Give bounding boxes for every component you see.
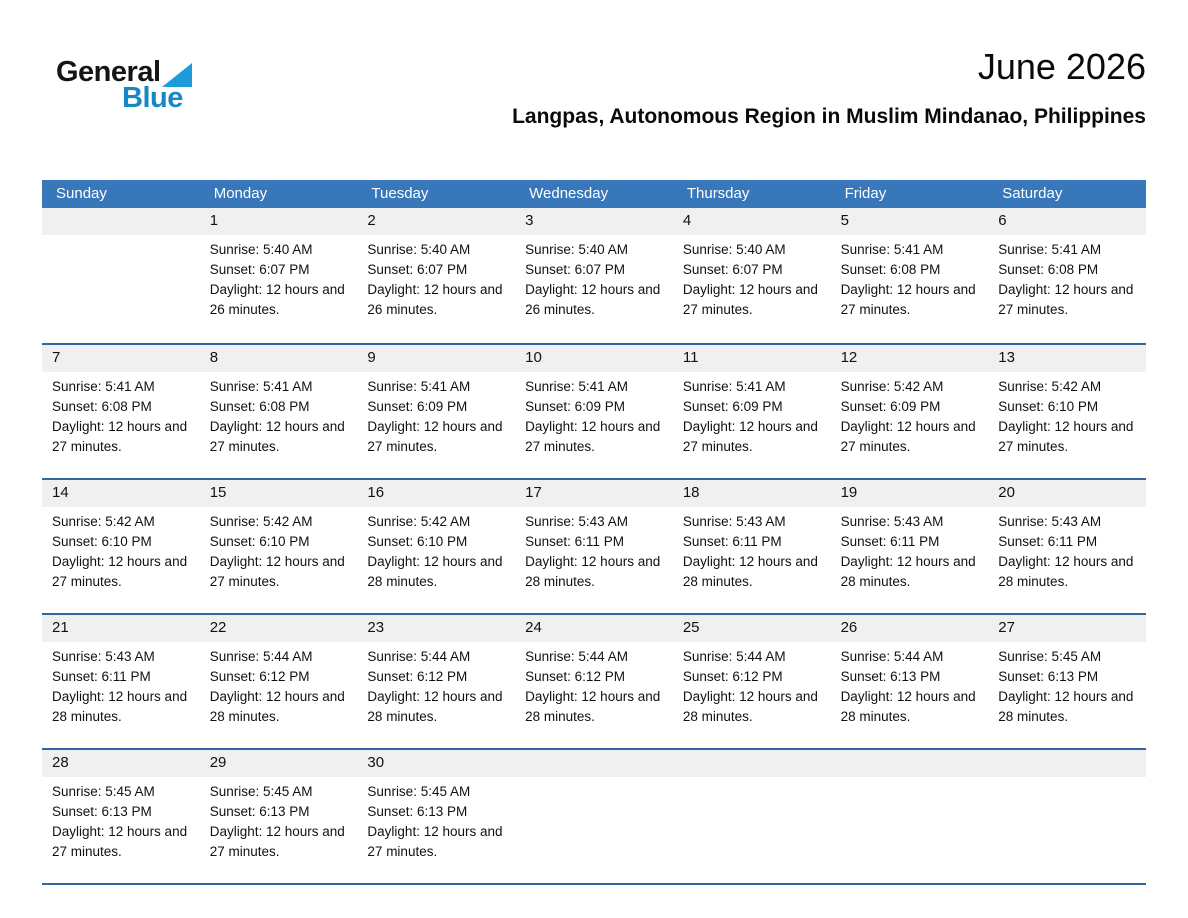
day-number: 13 — [988, 345, 1146, 372]
day-number: 12 — [831, 345, 989, 372]
day-number: 17 — [515, 480, 673, 507]
day-details — [831, 372, 989, 457]
day-number: 11 — [673, 345, 831, 372]
day-cell-14 — [42, 480, 200, 613]
title-block — [512, 42, 1146, 129]
sunrise-text: Sunrise: 5:44 AM — [367, 649, 471, 664]
empty-day-cell — [42, 208, 200, 343]
calendar-page — [42, 0, 1146, 885]
day-number — [988, 750, 1146, 777]
day-details — [357, 507, 515, 592]
daylight-text: Daylight: 12 hours and 27 minutes. — [367, 419, 503, 454]
day-number: 7 — [42, 345, 200, 372]
day-number: 20 — [988, 480, 1146, 507]
day-details — [988, 507, 1146, 592]
day-details — [357, 235, 515, 320]
weekday-header-wednesday: Wednesday — [529, 185, 609, 202]
day-number: 6 — [988, 208, 1146, 235]
sunset-text: Sunset: 6:10 PM — [209, 534, 310, 549]
day-cell-7 — [42, 345, 200, 478]
weekday-header-monday: Monday — [213, 185, 268, 202]
day-number: 23 — [357, 615, 515, 642]
page-header — [42, 42, 1146, 160]
sunrise-text: Sunrise: 5:41 AM — [367, 379, 471, 394]
daylight-text: Daylight: 12 hours and 27 minutes. — [209, 419, 345, 454]
day-details — [988, 235, 1146, 320]
day-cell-24 — [515, 615, 673, 748]
daylight-text: Daylight: 12 hours and 27 minutes. — [998, 419, 1134, 454]
sunrise-text: Sunrise: 5:41 AM — [525, 379, 628, 394]
sunset-text: Sunset: 6:09 PM — [840, 399, 941, 414]
sunrise-text: Sunrise: 5:40 AM — [209, 242, 313, 257]
day-number: 22 — [200, 615, 358, 642]
day-cell-4 — [673, 208, 831, 343]
day-details — [200, 507, 358, 592]
day-cell-2 — [357, 208, 515, 343]
daylight-text: Daylight: 12 hours and 27 minutes. — [209, 824, 345, 859]
week-row-3 — [42, 478, 1146, 613]
day-number: 18 — [673, 480, 831, 507]
sunrise-text: Sunrise: 5:43 AM — [525, 514, 628, 529]
day-number — [831, 750, 989, 777]
day-cell-30 — [357, 750, 515, 883]
day-details — [673, 642, 831, 727]
day-details — [988, 642, 1146, 727]
sunrise-text: Sunrise: 5:42 AM — [998, 379, 1102, 394]
day-cell-6 — [988, 208, 1146, 343]
location-subtitle: Langpas, Autonomous Region in Muslim Mindanao, Philippines — [512, 105, 1146, 129]
day-number: 5 — [831, 208, 989, 235]
sunrise-text: Sunrise: 5:42 AM — [840, 379, 944, 394]
daylight-text: Daylight: 12 hours and 28 minutes. — [52, 689, 188, 724]
day-details — [831, 642, 989, 727]
empty-day-cell — [673, 750, 831, 883]
daylight-text: Daylight: 12 hours and 27 minutes. — [998, 282, 1134, 317]
day-number: 26 — [831, 615, 989, 642]
daylight-text: Daylight: 12 hours and 27 minutes. — [52, 419, 188, 454]
day-cell-27 — [988, 615, 1146, 748]
day-cell-26 — [831, 615, 989, 748]
sunrise-text: Sunrise: 5:40 AM — [682, 242, 786, 257]
day-cell-5 — [831, 208, 989, 343]
sunrise-text: Sunrise: 5:45 AM — [367, 784, 471, 799]
daylight-text: Daylight: 12 hours and 28 minutes. — [682, 554, 818, 589]
sunset-text: Sunset: 6:10 PM — [367, 534, 468, 549]
sunrise-text: Sunrise: 5:44 AM — [840, 649, 944, 664]
day-number: 2 — [357, 208, 515, 235]
day-number: 21 — [42, 615, 200, 642]
daylight-text: Daylight: 12 hours and 26 minutes. — [525, 282, 661, 317]
day-details — [42, 507, 200, 592]
day-details — [673, 372, 831, 457]
day-details — [200, 235, 358, 320]
day-details — [200, 777, 358, 862]
sunset-text: Sunset: 6:11 PM — [840, 534, 940, 549]
week-row-2 — [42, 343, 1146, 478]
daylight-text: Daylight: 12 hours and 28 minutes. — [840, 689, 976, 724]
day-details — [515, 507, 673, 592]
weekday-header-friday: Friday — [844, 185, 887, 202]
day-cell-19 — [831, 480, 989, 613]
daylight-text: Daylight: 12 hours and 27 minutes. — [525, 419, 661, 454]
day-cell-21 — [42, 615, 200, 748]
day-number: 29 — [200, 750, 358, 777]
month-title: June 2026 — [977, 46, 1146, 87]
week-row-4 — [42, 613, 1146, 748]
day-details — [357, 642, 515, 727]
daylight-text: Daylight: 12 hours and 28 minutes. — [525, 554, 661, 589]
sunset-text: Sunset: 6:07 PM — [682, 262, 783, 277]
daylight-text: Daylight: 12 hours and 28 minutes. — [367, 554, 503, 589]
day-number — [515, 750, 673, 777]
day-number: 24 — [515, 615, 673, 642]
daylight-text: Daylight: 12 hours and 28 minutes. — [525, 689, 661, 724]
daylight-text: Daylight: 12 hours and 28 minutes. — [840, 554, 976, 589]
day-number: 16 — [357, 480, 515, 507]
day-cell-16 — [357, 480, 515, 613]
weekday-header-thursday: Thursday — [686, 185, 750, 202]
weekday-header-tuesday: Tuesday — [371, 185, 429, 202]
day-number: 14 — [42, 480, 200, 507]
sunrise-text: Sunrise: 5:42 AM — [52, 514, 155, 529]
sunset-text: Sunset: 6:13 PM — [52, 804, 152, 819]
sunset-text: Sunset: 6:08 PM — [52, 399, 152, 414]
sunrise-text: Sunrise: 5:41 AM — [209, 379, 313, 394]
sunset-text: Sunset: 6:11 PM — [52, 669, 151, 684]
day-number: 19 — [831, 480, 989, 507]
daylight-text: Daylight: 12 hours and 27 minutes. — [682, 282, 818, 317]
sunrise-text: Sunrise: 5:41 AM — [840, 242, 944, 257]
daylight-text: Daylight: 12 hours and 27 minutes. — [52, 824, 188, 859]
day-details — [988, 372, 1146, 457]
weeks-container — [42, 208, 1146, 883]
day-number: 4 — [673, 208, 831, 235]
daylight-text: Daylight: 12 hours and 28 minutes. — [682, 689, 818, 724]
day-cell-3 — [515, 208, 673, 343]
sunset-text: Sunset: 6:09 PM — [682, 399, 783, 414]
day-cell-28 — [42, 750, 200, 883]
sunset-text: Sunset: 6:12 PM — [209, 669, 310, 684]
sunrise-text: Sunrise: 5:45 AM — [998, 649, 1102, 664]
daylight-text: Daylight: 12 hours and 27 minutes. — [209, 554, 345, 589]
sunset-text: Sunset: 6:10 PM — [52, 534, 152, 549]
calendar-table — [42, 180, 1146, 885]
logo-text-general: General — [56, 56, 161, 88]
day-number: 25 — [673, 615, 831, 642]
day-details — [515, 372, 673, 457]
sunset-text: Sunset: 6:07 PM — [367, 262, 468, 277]
day-cell-20 — [988, 480, 1146, 613]
day-number: 30 — [357, 750, 515, 777]
sunrise-text: Sunrise: 5:40 AM — [525, 242, 628, 257]
day-number: 9 — [357, 345, 515, 372]
sunset-text: Sunset: 6:12 PM — [525, 669, 625, 684]
day-number: 15 — [200, 480, 358, 507]
sunrise-text: Sunrise: 5:42 AM — [367, 514, 471, 529]
sunset-text: Sunset: 6:07 PM — [209, 262, 310, 277]
sunrise-text: Sunrise: 5:41 AM — [998, 242, 1102, 257]
sunrise-text: Sunrise: 5:43 AM — [52, 649, 155, 664]
sunset-text: Sunset: 6:08 PM — [998, 262, 1099, 277]
sunset-text: Sunset: 6:11 PM — [998, 534, 1098, 549]
logo-text-blue: Blue — [122, 82, 183, 114]
sunrise-text: Sunrise: 5:45 AM — [209, 784, 313, 799]
daylight-text: Daylight: 12 hours and 26 minutes. — [209, 282, 345, 317]
day-details — [200, 372, 358, 457]
daylight-text: Daylight: 12 hours and 27 minutes. — [840, 282, 976, 317]
sunrise-text: Sunrise: 5:41 AM — [682, 379, 786, 394]
day-details — [673, 235, 831, 320]
sunrise-text: Sunrise: 5:43 AM — [998, 514, 1102, 529]
day-details — [42, 777, 200, 862]
daylight-text: Daylight: 12 hours and 28 minutes. — [209, 689, 345, 724]
day-number — [673, 750, 831, 777]
day-cell-29 — [200, 750, 358, 883]
sunset-text: Sunset: 6:07 PM — [525, 262, 625, 277]
daylight-text: Daylight: 12 hours and 28 minutes. — [367, 689, 503, 724]
day-details — [515, 642, 673, 727]
day-number: 28 — [42, 750, 200, 777]
day-cell-22 — [200, 615, 358, 748]
daylight-text: Daylight: 12 hours and 26 minutes. — [367, 282, 503, 317]
sunset-text: Sunset: 6:13 PM — [840, 669, 941, 684]
daylight-text: Daylight: 12 hours and 27 minutes. — [52, 554, 188, 589]
general-blue-logo — [42, 42, 192, 113]
daylight-text: Daylight: 12 hours and 27 minutes. — [682, 419, 818, 454]
daylight-text: Daylight: 12 hours and 27 minutes. — [367, 824, 503, 859]
day-number: 27 — [988, 615, 1146, 642]
day-cell-15 — [200, 480, 358, 613]
empty-day-cell — [988, 750, 1146, 883]
sunrise-text: Sunrise: 5:44 AM — [209, 649, 313, 664]
day-cell-12 — [831, 345, 989, 478]
day-cell-10 — [515, 345, 673, 478]
sunset-text: Sunset: 6:11 PM — [525, 534, 624, 549]
sunrise-text: Sunrise: 5:44 AM — [525, 649, 628, 664]
empty-day-cell — [515, 750, 673, 883]
sunrise-text: Sunrise: 5:43 AM — [682, 514, 786, 529]
sunrise-text: Sunrise: 5:43 AM — [840, 514, 944, 529]
day-cell-13 — [988, 345, 1146, 478]
day-cell-11 — [673, 345, 831, 478]
sunset-text: Sunset: 6:11 PM — [682, 534, 782, 549]
sunset-text: Sunset: 6:13 PM — [367, 804, 468, 819]
day-details — [831, 235, 989, 320]
day-cell-17 — [515, 480, 673, 613]
sunset-text: Sunset: 6:12 PM — [367, 669, 468, 684]
day-number: 1 — [200, 208, 358, 235]
day-number: 8 — [200, 345, 358, 372]
day-details — [673, 507, 831, 592]
sunset-text: Sunset: 6:08 PM — [209, 399, 310, 414]
week-row-5 — [42, 748, 1146, 883]
weekday-header-sunday: Sunday — [56, 185, 107, 202]
day-details — [831, 507, 989, 592]
sunrise-text: Sunrise: 5:40 AM — [367, 242, 471, 257]
day-number — [42, 208, 200, 235]
empty-day-cell — [831, 750, 989, 883]
week-row-1 — [42, 208, 1146, 343]
day-details — [357, 777, 515, 862]
sunset-text: Sunset: 6:08 PM — [840, 262, 941, 277]
day-cell-25 — [673, 615, 831, 748]
day-number: 3 — [515, 208, 673, 235]
sunset-text: Sunset: 6:13 PM — [209, 804, 310, 819]
sunset-text: Sunset: 6:10 PM — [998, 399, 1099, 414]
day-cell-8 — [200, 345, 358, 478]
day-details — [357, 372, 515, 457]
day-cell-9 — [357, 345, 515, 478]
day-cell-18 — [673, 480, 831, 613]
sunset-text: Sunset: 6:12 PM — [682, 669, 783, 684]
sunset-text: Sunset: 6:09 PM — [367, 399, 468, 414]
day-details — [42, 372, 200, 457]
sunrise-text: Sunrise: 5:44 AM — [682, 649, 786, 664]
sunrise-text: Sunrise: 5:41 AM — [52, 379, 155, 394]
daylight-text: Daylight: 12 hours and 28 minutes. — [998, 689, 1134, 724]
day-number: 10 — [515, 345, 673, 372]
day-details — [42, 642, 200, 727]
sunset-text: Sunset: 6:09 PM — [525, 399, 625, 414]
sunset-text: Sunset: 6:13 PM — [998, 669, 1099, 684]
sunrise-text: Sunrise: 5:42 AM — [209, 514, 313, 529]
weekday-header-saturday: Saturday — [1002, 185, 1063, 202]
day-cell-1 — [200, 208, 358, 343]
day-details — [200, 642, 358, 727]
daylight-text: Daylight: 12 hours and 27 minutes. — [840, 419, 976, 454]
weekday-header-row — [42, 180, 1146, 208]
daylight-text: Daylight: 12 hours and 28 minutes. — [998, 554, 1134, 589]
day-cell-23 — [357, 615, 515, 748]
sunrise-text: Sunrise: 5:45 AM — [52, 784, 155, 799]
day-details — [515, 235, 673, 320]
